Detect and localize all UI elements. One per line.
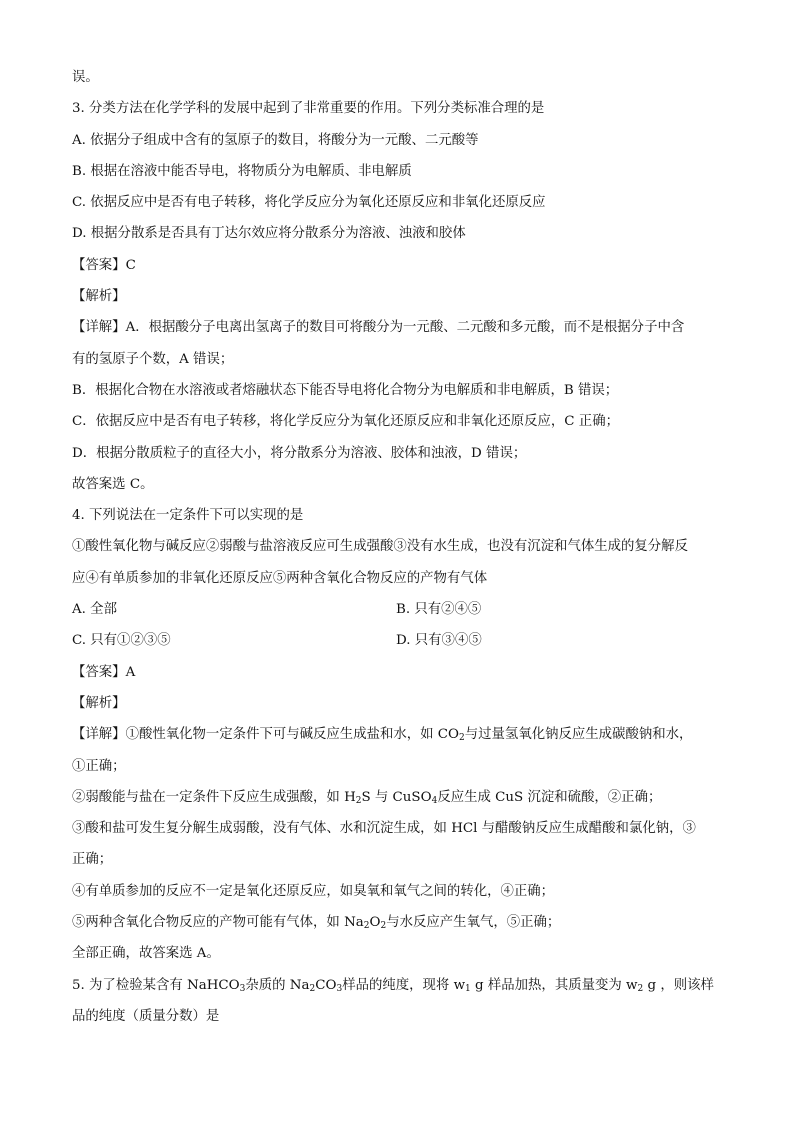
q5-part-d: 样品的纯度，现将 w bbox=[342, 977, 466, 993]
q4-option-b: B. 只有②④⑤ bbox=[396, 602, 482, 618]
q4-option-a: A. 全部 bbox=[72, 602, 117, 618]
q5-part-c: CO bbox=[315, 977, 337, 993]
q5-part-e: g 样品加热，其质量变为 w bbox=[470, 977, 638, 993]
q4-detail-2-b: S 与 CuSO bbox=[361, 789, 432, 805]
subscript: 1 bbox=[465, 983, 471, 994]
q4-option-d: D. 只有③④⑤ bbox=[396, 633, 482, 649]
q4-stem: 4. 下列说法在一定条件下可以实现的是 bbox=[72, 508, 304, 524]
q3-option-d: D. 根据分散系是否具有丁达尔效应将分散系分为溶液、浊液和胶体 bbox=[72, 226, 466, 242]
q3-detail-text-1: A．根据酸分子电离出氢离子的数目可将酸分为一元酸、二元酸和多元酸，而不是根据分子中含 bbox=[125, 320, 685, 336]
q3-answer-value: C bbox=[125, 257, 136, 273]
q3-detail-3: B．根据化合物在水溶液或者熔融状态下能否导电将化合物分为电解质和非电解质，B 错误； bbox=[72, 382, 619, 398]
q5-stem-cont: 品的纯度（质量分数）是 bbox=[72, 1008, 220, 1024]
q4-items-2: 应④有单质参加的非氧化还原反应⑤两种含氧化合物反应的产物有气体 bbox=[72, 570, 488, 586]
q4-detail-1-a: ①酸性氧化物一定条件下可与碱反应生成盐和水，如 CO bbox=[125, 727, 460, 743]
q4-options-row-2 bbox=[72, 625, 722, 656]
answer-tag: 【答案】 bbox=[72, 257, 126, 273]
q4-conclusion: 全部正确，故答案选 A。 bbox=[72, 946, 220, 962]
q4-detail-1-b: 与过量氢氧化钠反应生成碳酸钠和水， bbox=[464, 727, 693, 743]
q4-detail-2-a: ②弱酸能与盐在一定条件下反应生成强酸，如 H bbox=[72, 789, 356, 805]
q4-answer bbox=[72, 657, 722, 688]
q3-detail-1 bbox=[72, 312, 722, 343]
q4-detail-1-cont: ①正确； bbox=[72, 758, 126, 774]
q3-option-b: B. 根据在溶液中能否导电，将物质分为电解质、非电解质 bbox=[72, 163, 412, 179]
detail-tag: 【详解】 bbox=[72, 727, 126, 743]
q4-detail-3-cont: 正确； bbox=[72, 852, 113, 868]
previous-fragment: 误。 bbox=[72, 70, 99, 85]
q4-detail-2 bbox=[72, 782, 722, 813]
subscript: 3 bbox=[239, 983, 246, 994]
subscript: 4 bbox=[431, 795, 438, 806]
q3-detail-5: D．根据分散质粒子的直径大小，将分散系分为溶液、胶体和浊液，D 错误； bbox=[72, 445, 527, 461]
q4-analysis-tag: 【解析】 bbox=[72, 695, 126, 711]
q4-detail-3: ③酸和盐可发生复分解生成弱酸，没有气体、水和沉淀生成，如 HCl 与醋酸钠反应生成醋酸和氯化钠，③ bbox=[72, 821, 696, 837]
subscript: 2 bbox=[363, 921, 370, 932]
q4-detail-5-a: ⑤两种含氧化合物反应的产物可能有气体，如 Na bbox=[72, 915, 364, 931]
detail-tag: 【详解】 bbox=[72, 320, 126, 336]
q3-stem: 3. 分类方法在化学学科的发展中起到了非常重要的作用。下列分类标准合理的是 bbox=[72, 101, 545, 117]
q3-detail-2: 有的氢原子个数，A 错误； bbox=[72, 351, 234, 367]
q4-option-c: C. 只有①②③⑤ bbox=[72, 633, 171, 649]
q4-detail-4: ④有单质参加的反应不一定是氧化还原反应，如臭氧和氧气之间的转化，④正确； bbox=[72, 883, 555, 899]
q3-detail-4: C．依据反应中是否有电子转移，将化学反应分为氧化还原反应和非氧化还原反应，C 正确； bbox=[72, 414, 619, 430]
q5-part-f: g ，则该样 bbox=[643, 977, 714, 993]
q4-answer-value: A bbox=[125, 664, 136, 680]
document-page bbox=[72, 62, 722, 1032]
q5-part-b: 杂质的 Na bbox=[245, 977, 310, 993]
answer-tag: 【答案】 bbox=[72, 664, 126, 680]
subscript: 2 bbox=[355, 795, 362, 806]
subscript: 3 bbox=[336, 983, 343, 994]
q3-conclusion: 故答案选 C。 bbox=[72, 476, 154, 492]
q4-options-row-1 bbox=[72, 594, 722, 625]
q3-option-c: C. 依据反应中是否有电子转移，将化学反应分为氧化还原反应和非氧化还原反应 bbox=[72, 195, 546, 211]
subscript: 2 bbox=[380, 921, 387, 932]
q4-detail-5 bbox=[72, 907, 722, 938]
q4-detail-2-c: 反应生成 CuS 沉淀和硫酸，②正确； bbox=[437, 789, 662, 805]
q3-analysis-tag: 【解析】 bbox=[72, 289, 126, 305]
subscript: 2 bbox=[309, 983, 316, 994]
q3-option-a: A. 依据分子组成中含有的氢原子的数目，将酸分为一元酸、二元酸等 bbox=[72, 132, 479, 148]
q4-detail-1 bbox=[72, 719, 722, 750]
q4-detail-5-c: 与水反应产生氧气，⑤正确； bbox=[386, 915, 561, 931]
q5-stem bbox=[72, 970, 722, 1001]
q4-items-1: ①酸性氧化物与碱反应②弱酸与盐溶液反应可生成强酸③没有水生成，也没有沉淀和气体生成的复分解反 bbox=[72, 539, 688, 555]
q3-answer bbox=[72, 250, 722, 281]
subscript: 2 bbox=[637, 983, 644, 994]
q4-detail-5-b: O bbox=[369, 915, 381, 931]
subscript: 2 bbox=[459, 733, 465, 744]
q5-part-a: 5. 为了检验某含有 NaHCO bbox=[72, 977, 240, 993]
